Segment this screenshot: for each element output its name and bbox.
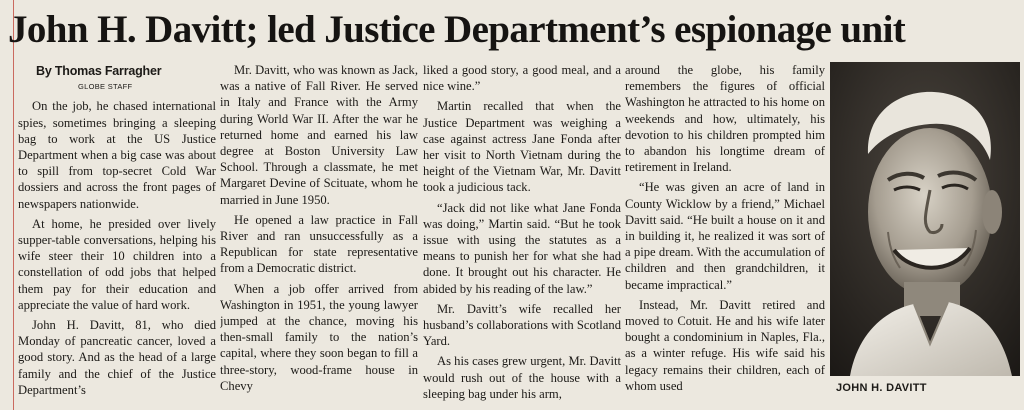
article-column-3 — [423, 62, 621, 410]
byline-staff: GLOBE STAFF — [78, 82, 133, 92]
byline: By Thomas Farragher — [36, 64, 162, 78]
margin-rule — [13, 0, 14, 410]
article-column-4 — [625, 62, 825, 410]
paragraph: “He was given an acre of land in County Wicklow by a friend,” Michael Davitt said. “He built a house on it and in building it, he realized it was sort of a pipe dream. With the accumulation of children and then grandchildren, it became impractical.” — [625, 180, 825, 292]
paragraph: “Jack did not like what Jane Fonda was doing,” Martin said. “But he took issue with using the statutes as a means to punish her for what she had done. It brought out his character. He abided by his reading of the law.” — [423, 200, 621, 296]
paragraph: Instead, Mr. Davitt retired and moved to Cotuit. He and his wife later bought a condominium in Naples, Fla., as a winter refuge. His wife said his legacy remains their children, each of whom used — [625, 297, 825, 393]
paragraph: John H. Davitt, 81, who died Monday of pancreatic cancer, loved a good story. And as the head of a large family and the chief of the Justice Department’s — [18, 318, 216, 397]
headline: John H. Davitt; led Justice Department’s espionage unit — [8, 8, 906, 51]
paragraph: At home, he presided over lively supper-table conversations, helping his wife steer their 10 children into a constellation of odd jobs that helped them pay for their education and appreciate the value of hard work. — [18, 216, 216, 312]
photo-caption: JOHN H. DAVITT — [836, 382, 927, 394]
paragraph: He opened a law practice in Fall River and ran unsuccessfully as a Republican for state representative from a Democratic district. — [220, 212, 418, 276]
paragraph: Mr. Davitt, who was known as Jack, was a native of Fall River. He served in Italy and France with the Army during World War II. After the war he returned home and earned his law degree at Boston University Law School. Through a classmate, he met Margaret Devine of Scituate, whom he married in June 1950. — [220, 63, 418, 207]
article-column-2 — [220, 62, 418, 410]
paragraph: When a job offer arrived from Washington in 1951, the young lawyer jumped at the chance, moving his then-small family to the nation’s capital, where they soon began to fill a three-story, wood-frame house in Chevy — [220, 281, 418, 393]
paragraph: liked a good story, a good meal, and a nice wine.” — [423, 63, 621, 94]
paragraph: Mr. Davitt’s wife recalled her husband’s collaborations with Scotland Yard. — [423, 301, 621, 349]
paragraph: Martin recalled that when the Justice Department was weighing a case against actress Jane Fonda after her visit to North Vietnam during the height of the Vietnam War, Mr. Davitt took a judicious tack. — [423, 99, 621, 195]
portrait-image — [830, 62, 1020, 376]
paragraph: around the globe, his family remembers the figures of official Washington he attracted to his home on weekends and how, ultimately, his devotion to his children prompted him to abandon his longtime dream of retirement in Ireland. — [625, 63, 825, 175]
article-column-1 — [18, 62, 216, 410]
paragraph: On the job, he chased international spies, sometimes bringing a sleeping bag to work at the US Justice Department when a big case was about to spill from top-secret Cold War dossiers and across the front pages of newspapers nationwide. — [18, 99, 216, 211]
paragraph: As his cases grew urgent, Mr. Davitt would rush out of the house with a sleeping bag under his arm, — [423, 354, 621, 401]
portrait-photo — [830, 62, 1020, 376]
